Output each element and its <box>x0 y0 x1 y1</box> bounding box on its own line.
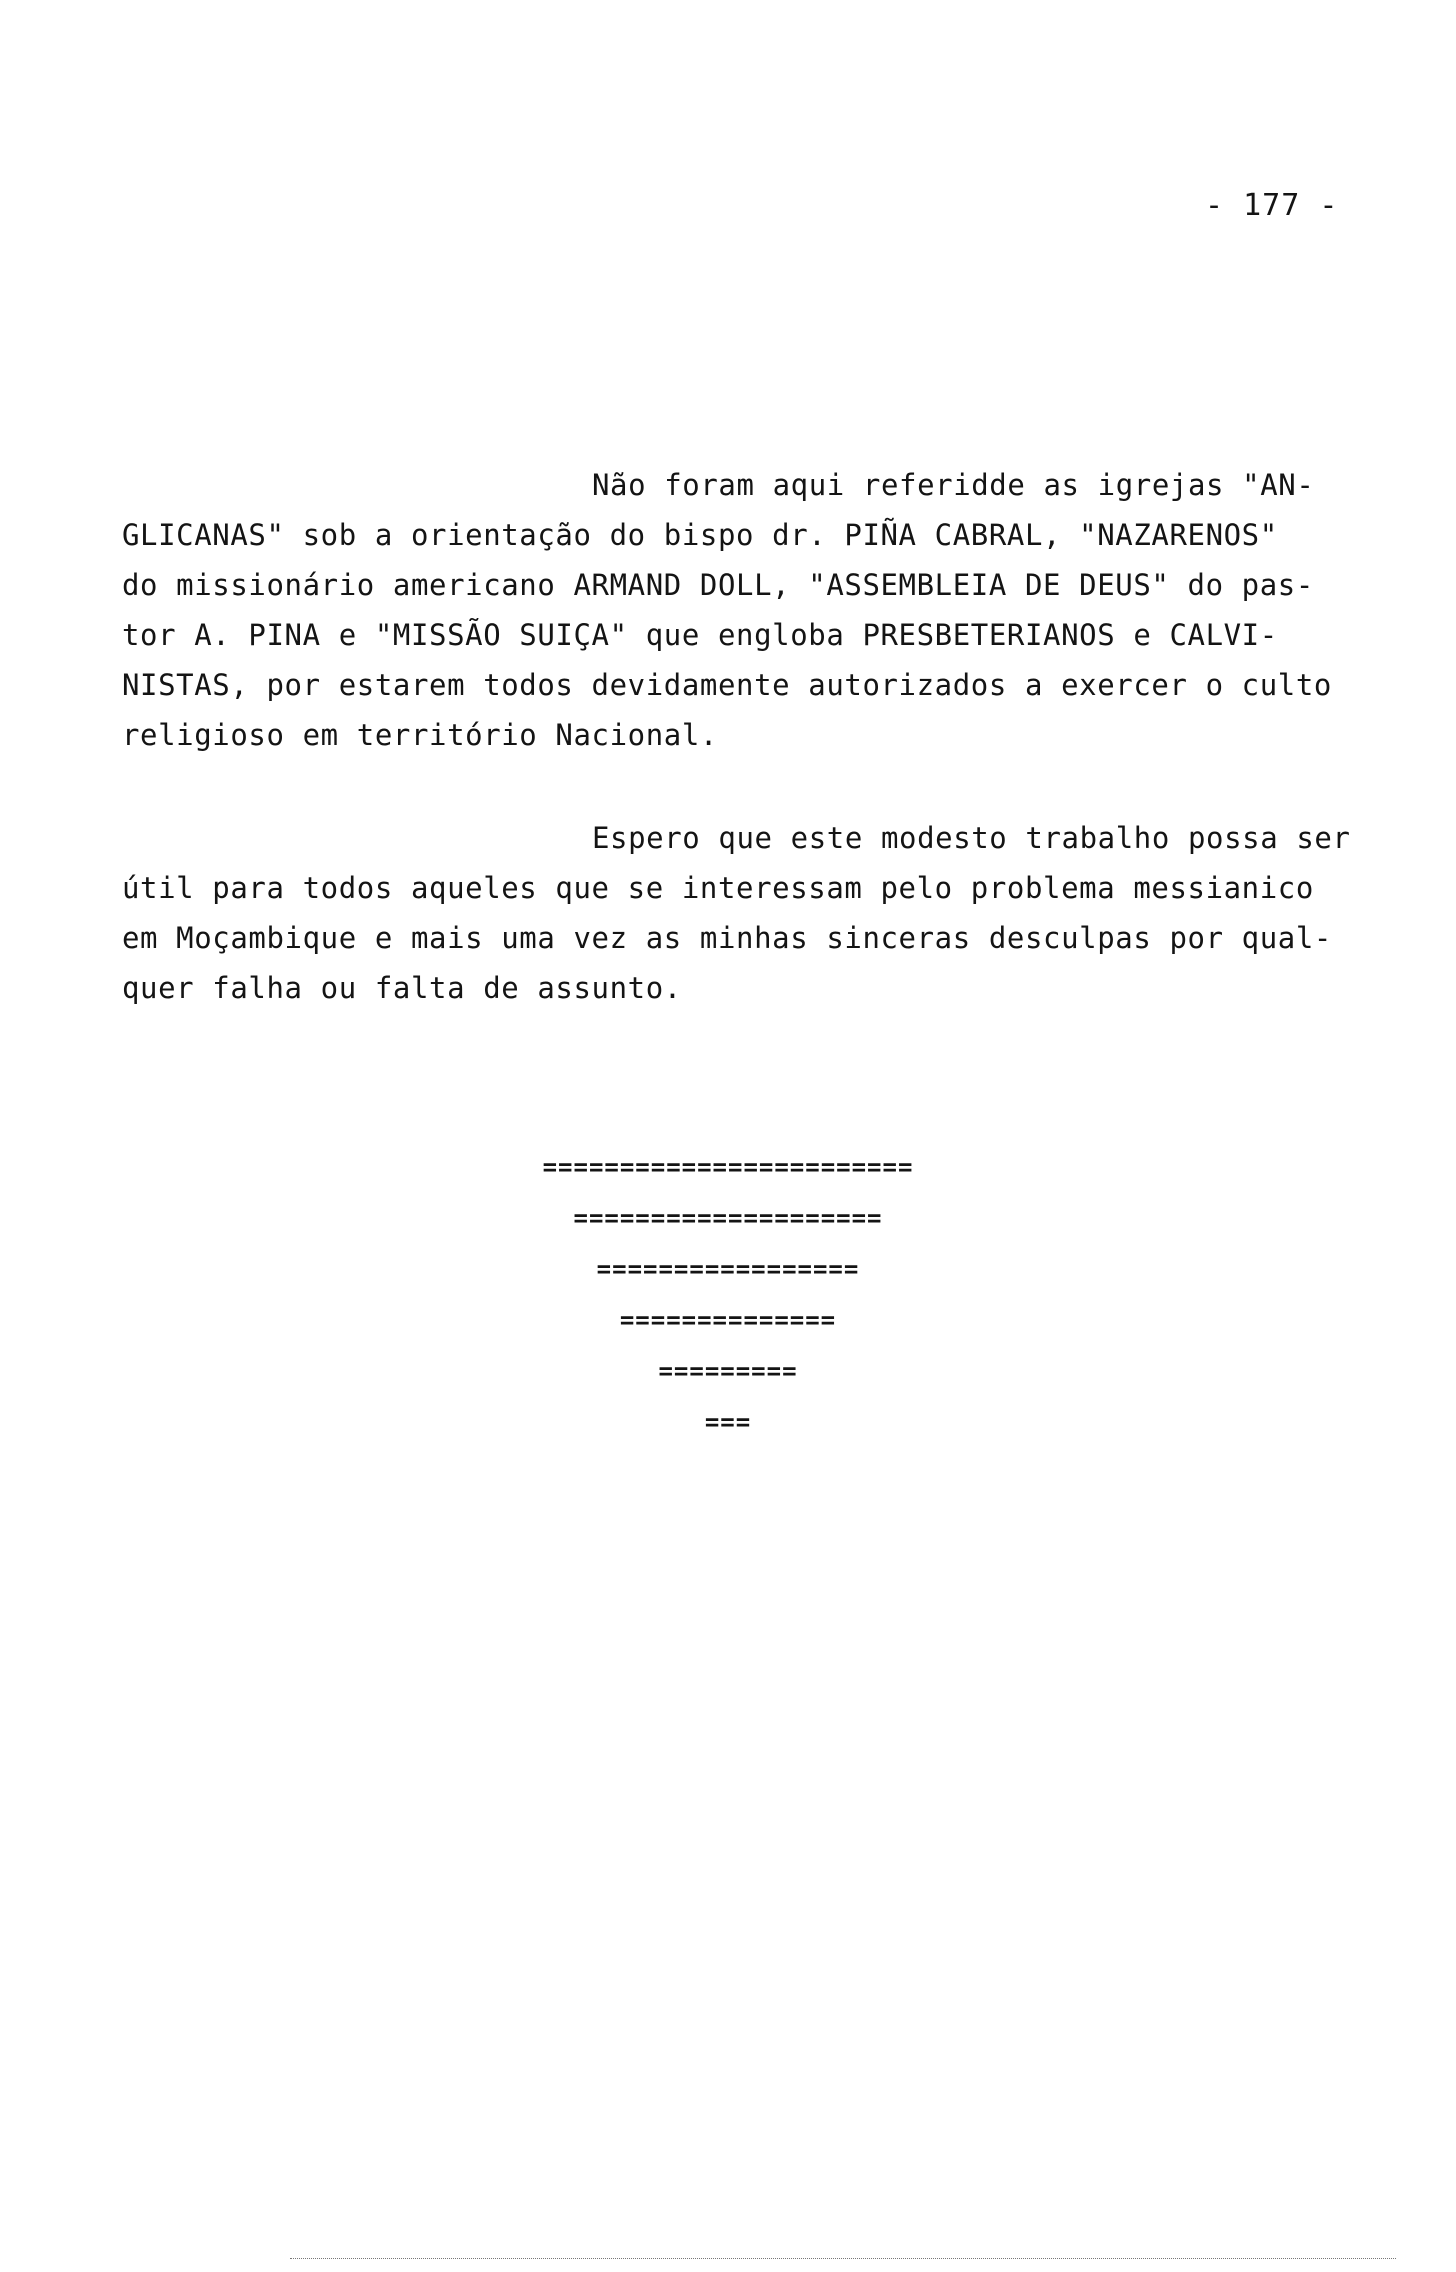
paragraph-line: NISTAS, por estarem todos devidamente autorizados a exercer o culto <box>122 668 1332 702</box>
separator-line: ============== <box>619 1306 837 1334</box>
separator-line: ========= <box>658 1357 798 1385</box>
paragraph-line: do missionário americano ARMAND DOLL, "ASSEMBLEIA DE DEUS" do pas- <box>122 568 1314 602</box>
paragraph-line: Espero que este modesto trabalho possa ser <box>592 821 1351 855</box>
separator-line: ================= <box>596 1255 860 1283</box>
paragraph-unlisted-churches <box>122 460 1377 760</box>
paragraph-line: útil para todos aqueles que se interessam pelo problema messianico <box>122 871 1314 905</box>
paragraph-line: GLICANAS" sob a orientação do bispo dr. PIÑA CABRAL, "NAZARENOS" <box>122 518 1278 552</box>
paragraph-line: em Moçambique e mais uma vez as minhas sinceras desculpas por qual- <box>122 921 1332 955</box>
scan-edge-rule <box>290 2258 1396 2259</box>
separator-line: ==================== <box>573 1204 883 1232</box>
paragraph-line: quer falha ou falta de assunto. <box>122 971 682 1005</box>
separator-line: === <box>704 1408 752 1436</box>
paragraph-line: tor A. PINA e "MISSÃO SUIÇA" que engloba PRESBETERIANOS e CALVI- <box>122 618 1278 652</box>
paragraph-line: Não foram aqui referidde as igrejas "AN- <box>592 468 1315 502</box>
paragraph-line: religioso em território Nacional. <box>122 718 718 752</box>
page-number: - 177 - <box>1205 188 1339 223</box>
paragraph-closing-remarks <box>122 813 1377 1013</box>
separator-line: ======================== <box>542 1153 914 1181</box>
